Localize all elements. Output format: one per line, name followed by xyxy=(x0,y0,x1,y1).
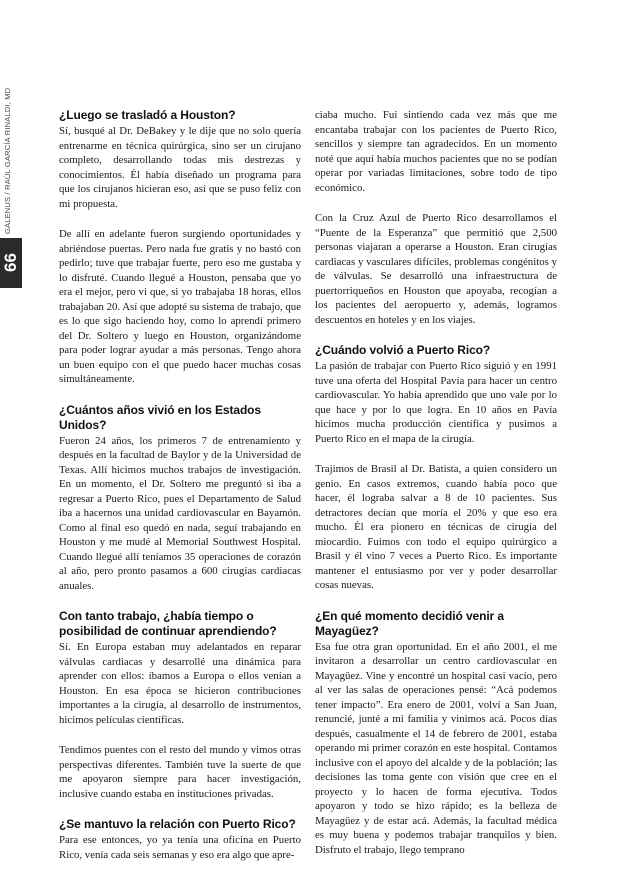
question-heading: ¿Luego se trasladó a Houston? xyxy=(59,108,236,122)
question-heading: ¿En qué momento decidió venir a Mayagüez? xyxy=(315,608,504,638)
running-header: GALENUS / RAÚL GARCÍA RINALDI, MD xyxy=(3,87,12,234)
answer-paragraph: Esa fue otra gran oportunidad. En el año 2001, el me invitaron a desarrollar un centro cardiovascular en Mayagüez. Vine y encontré un hospital casi vacío, pero al ver las salas de operaciones pensé: “Acá podemos tener impacto”. Era enero de 2001, volví a San Juan, renuncié, junté a mi familia y vinimos acá. Pocos días después, casualmente el 14 de febrero de 2001, estaba operando mi primer corazón en este hospital. Contamos inclusive con el apoyo del alcalde y de la población; las decisiones las toma gente con visión que cree en el proyecto y lo hacen de forma ejecutiva. Todos apoyaron y todo se hizo rápido; es la belleza de Mayagüez y de estar acá. Además, la facultad médica es muy buena y podemos trabajar tranquilos y bien. Disfruto el trabajo, llego temprano xyxy=(315,640,557,856)
question-heading: ¿Cuántos años vivió en los Estados Unidos? xyxy=(59,402,261,432)
left-column xyxy=(59,108,301,878)
answer-paragraph: Fueron 24 años, los primeros 7 de entrenamiento y después en la facultad de Baylor y de la Universidad de Texas. Allí hicimos muchos trabajos de investigación. En un momento, el Dr. Soltero me preguntó si iba a regresar a Puerto Rico, pues el Departamento de Salud iba a hacernos una unidad cardiovascular en Bayamón. Como al final eso quedó en nada, seguí trabajando en Houston y me mudé al Memorial Southwest Hospital. Cuando llegué allí teníamos 35 operaciones de corazón al año, pero pronto pasamos a 600 cirugías cardiacas anuales. xyxy=(59,434,301,592)
question-heading: ¿Se mantuvo la relación con Puerto Rico? xyxy=(59,817,296,831)
answer-paragraph: Sí, busqué al Dr. DeBakey y le dije que no solo quería entrenarme en técnica quirúrgica, sino ser un cirujano completo, desarrollando todas mis destrezas y conocimientos. Él había diseñado un programa para que los cirujanos hicieran eso, así que se puso feliz con mi propuesta. xyxy=(59,125,301,210)
answer-paragraph: De allí en adelante fueron surgiendo oportunidades y abriéndose puertas. Pero nada fue gratis y no bastó con pedirlo; tuve que trabajar fuerte, pero eso me gustaba y lo disfruté. Cuando llegué a Houston, pensaba que yo era el mejor, pero vi que, si yo trabajaba 18 horas, ellos trabajaban 20. Así que adopté su sistema de trabajo, que es lo que sigo haciendo hoy, como lo aprendí primero del Dr. Soltero y luego en Houston, organizándome para poder lograr ayudar a más personas. Tengo ahora un buen equipo con el que puedo hacer muchas cosas simultáneamente. xyxy=(59,228,301,385)
question-heading: Con tanto trabajo, ¿había tiempo o posibilidad de continuar aprendiendo? xyxy=(59,609,277,638)
answer-paragraph: La pasión de trabajar con Puerto Rico siguió y en 1991 tuve una oferta del Hospital Pavía para hacer un centro cardiovascular. Yo había aprendido que uno vale por lo que hace y por lo que logra. En 10 años en Pavía hicimos mucha producción científica y pusimos a Puerto Rico en el mapa de la cirugía. xyxy=(315,360,557,445)
question-heading: ¿Cuándo volvió a Puerto Rico? xyxy=(315,343,491,357)
page-number: 66 xyxy=(1,253,20,273)
answer-paragraph: Tendimos puentes con el resto del mundo y vimos otras perspectivas diferentes. También tuve la suerte de que me apoyaron siempre para hacer investigación, inclusive cuando estaba en instituciones privadas. xyxy=(59,744,301,800)
answer-paragraph: Sí. En Europa estaban muy adelantados en reparar válvulas cardiacas y desarrollé una dinámica para aprender con ellos: íbamos a Europa o ellos venían a Houston. En esa época se hicieron contribuciones importantes a la cirugía, al desarrollo de instrumentos, hicimos películas científicas. xyxy=(59,641,301,726)
answer-paragraph: Con la Cruz Azul de Puerto Rico desarrollamos el “Puente de la Esperanza” que permitió que 2,500 personas viajaran a operarse a Houston. Eran cirugías cardiacas y vasculares difíciles, problemas congénitos y de válvulas. Se desarrolló una infraestructura de puertorriqueños en Houston que apoyaba, recogían a los pacientes del aeropuerto y, además, logramos descuentos en hoteles y en los viajes. xyxy=(315,212,557,326)
right-column xyxy=(315,108,557,873)
answer-paragraph: Para ese entonces, yo ya tenía una oficina en Puerto Rico, venía cada seis semanas y eso era algo que apre- xyxy=(59,834,301,861)
answer-paragraph: ciaba mucho. Fui sintiendo cada vez más que me encantaba trabajar con los pacientes de Puerto Rico, sencillos y siempre tan agradecidos. En un momento noté que aquí había muchos pacientes que no se podían operar por variadas limitaciones, sobre todo de tipo económico. xyxy=(315,109,557,194)
page-number-tab xyxy=(0,238,22,288)
answer-paragraph: Trajimos de Brasil al Dr. Batista, a quien considero un genio. En casos extremos, cuando había poco que hacer, él lograba salvar a 8 de 10 pacientes. Sus detractores decían que moría el 20% y que eso era mucho. Él era pionero en técnicas de cirugía del miocardio. Fuimos con todo el equipo quirúrgico a Brasil y él vino 7 veces a Puerto Rico. Es importante mantener el entusiasmo por ver y poder desarrollar cosas nuevas. xyxy=(315,463,557,591)
